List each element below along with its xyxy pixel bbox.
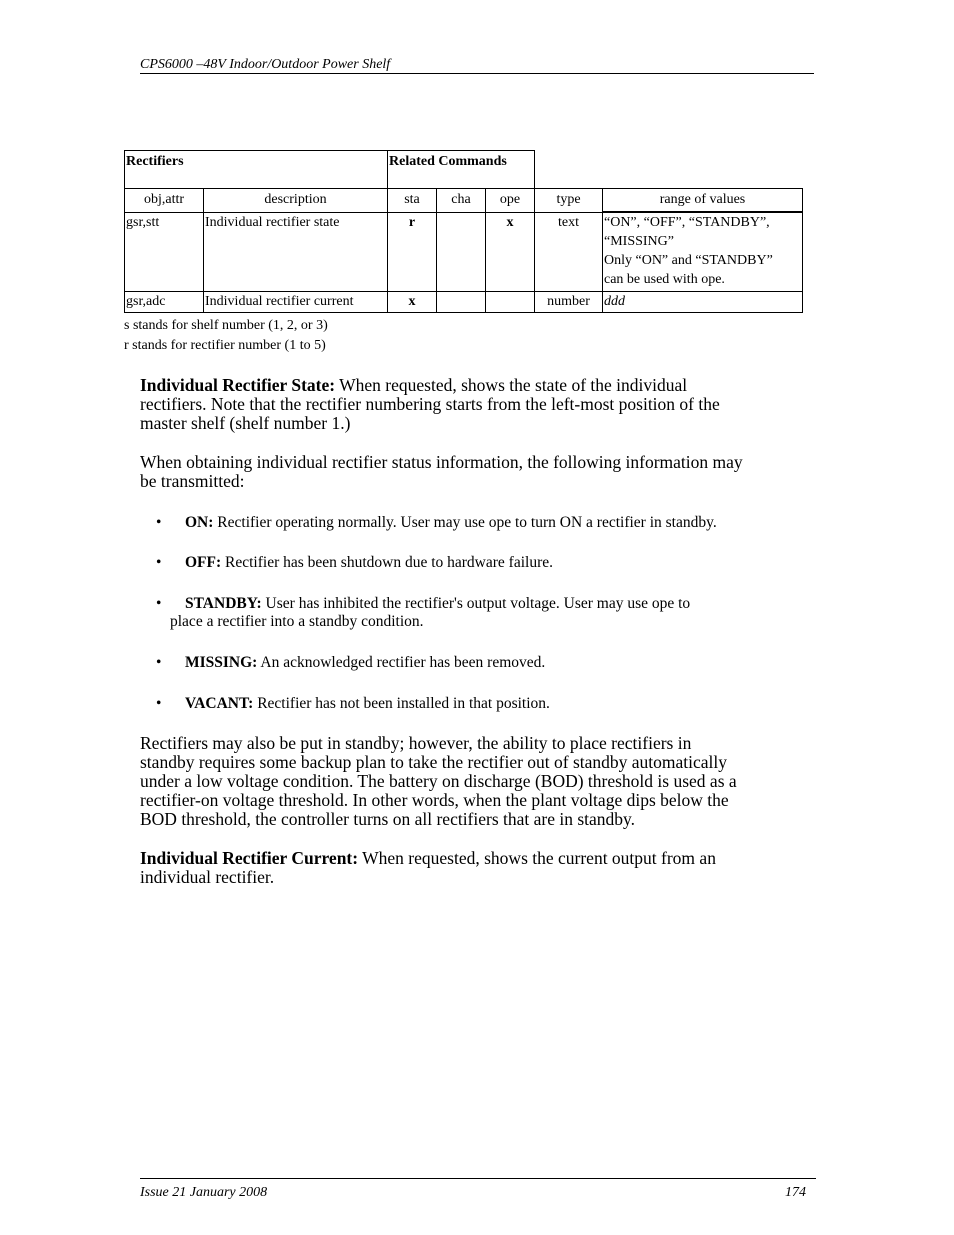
bullet-label: MISSING: bbox=[185, 654, 258, 671]
bullet-off bbox=[156, 554, 796, 572]
note-shelf: s stands for shelf number (1, 2, or 3) bbox=[124, 318, 328, 333]
cell-range bbox=[603, 212, 803, 291]
related-commands-label: Related Commands bbox=[388, 151, 535, 189]
bullet-dot: • bbox=[156, 514, 162, 531]
bullet-dot: • bbox=[156, 595, 162, 612]
standby-line: rectifier-on voltage threshold. In other words, when the plant voltage dips below the bbox=[140, 790, 729, 810]
col-range: range of values bbox=[603, 189, 803, 213]
current-heading: Individual Rectifier Current: bbox=[140, 848, 359, 868]
cell-sta: x bbox=[388, 291, 437, 312]
standby-line: under a low voltage condition. The battery on discharge (BOD) threshold is used as a bbox=[140, 771, 737, 791]
col-type: type bbox=[535, 189, 603, 213]
cell-cha bbox=[437, 291, 486, 312]
bullet-standby bbox=[156, 595, 796, 631]
state-text: rectifiers. Note that the rectifier numbering starts from the left-most position of the bbox=[140, 394, 720, 414]
bullet-text: Rectifier has not been installed in that position. bbox=[253, 695, 550, 712]
bullet-dot: • bbox=[156, 554, 162, 571]
cell-ope: x bbox=[486, 212, 535, 291]
state-text: master shelf (shelf number 1.) bbox=[140, 413, 351, 433]
col-ope: ope bbox=[486, 189, 535, 213]
table-header-row bbox=[125, 189, 803, 213]
cell-obj: gsr,stt bbox=[125, 212, 204, 291]
bullet-on bbox=[156, 514, 796, 532]
obtain-text: be transmitted: bbox=[140, 471, 245, 491]
range-line: “ON”, “OFF”, “STANDBY”, bbox=[604, 215, 770, 230]
obtain-text: When obtaining individual rectifier status information, the following information may bbox=[140, 452, 743, 472]
bullet-text: An acknowledged rectifier has been removed. bbox=[257, 654, 546, 671]
cell-desc: Individual rectifier current bbox=[204, 291, 388, 312]
note-rectifier: r stands for rectifier number (1 to 5) bbox=[124, 338, 326, 353]
table-section-row bbox=[125, 151, 803, 189]
page-footer bbox=[140, 1178, 816, 1200]
rectifier-command-table bbox=[124, 150, 803, 313]
table-row bbox=[125, 291, 803, 312]
range-line: Only “ON” and “STANDBY” bbox=[604, 253, 773, 268]
bullet-text: Rectifier has been shutdown due to hardware failure. bbox=[221, 554, 553, 571]
bullet-text: Rectifier operating normally. User may use ope to turn ON a rectifier in standby. bbox=[213, 514, 717, 531]
bullet-label: ON: bbox=[185, 514, 214, 531]
page-number: 174 bbox=[785, 1185, 806, 1200]
bullet-dot: • bbox=[156, 654, 162, 671]
header-title: CPS6000 –48V Indoor/Outdoor Power Shelf bbox=[140, 57, 391, 72]
table-notes bbox=[124, 316, 328, 356]
footer-issue: Issue 21 January 2008 bbox=[140, 1185, 268, 1200]
bullet-label: VACANT: bbox=[185, 695, 254, 712]
bullet-text: User has inhibited the rectifier's output voltage. User may use ope to bbox=[261, 595, 691, 612]
range-line: “MISSING” bbox=[604, 234, 674, 249]
col-cha: cha bbox=[437, 189, 486, 213]
col-obj: obj,attr bbox=[125, 189, 204, 213]
cell-desc: Individual rectifier state bbox=[204, 212, 388, 291]
standby-line: Rectifiers may also be put in standby; however, the ability to place rectifiers in bbox=[140, 733, 692, 753]
cell-ope bbox=[486, 291, 535, 312]
bullet-vacant bbox=[156, 695, 796, 713]
bullet-missing bbox=[156, 654, 796, 672]
cell-cha bbox=[437, 212, 486, 291]
standby-line: BOD threshold, the controller turns on all rectifiers that are in standby. bbox=[140, 809, 636, 829]
cell-obj: gsr,adc bbox=[125, 291, 204, 312]
state-paragraph bbox=[140, 376, 800, 433]
range-line: can be used with ope. bbox=[604, 272, 725, 287]
standby-paragraph bbox=[140, 734, 800, 829]
page-header bbox=[140, 56, 814, 74]
cell-type: text bbox=[535, 212, 603, 291]
current-text: individual rectifier. bbox=[140, 867, 275, 887]
state-text: When requested, shows the state of the individual bbox=[335, 375, 688, 395]
section-label: Rectifiers bbox=[125, 151, 388, 189]
cell-range: ddd bbox=[603, 291, 803, 312]
current-text: When requested, shows the current output from an bbox=[358, 848, 716, 868]
bullet-label: STANDBY: bbox=[185, 595, 262, 612]
state-heading: Individual Rectifier State: bbox=[140, 375, 336, 395]
cell-type: number bbox=[535, 291, 603, 312]
cell-sta: r bbox=[388, 212, 437, 291]
table-row bbox=[125, 212, 803, 291]
bullet-text: place a rectifier into a standby condition. bbox=[170, 613, 424, 630]
bullet-dot: • bbox=[156, 695, 162, 712]
current-paragraph bbox=[140, 849, 800, 887]
obtain-paragraph bbox=[140, 453, 800, 491]
col-sta: sta bbox=[388, 189, 437, 213]
col-description: description bbox=[204, 189, 388, 213]
bullet-label: OFF: bbox=[185, 554, 222, 571]
standby-line: standby requires some backup plan to take the rectifier out of standby automatically bbox=[140, 752, 728, 772]
